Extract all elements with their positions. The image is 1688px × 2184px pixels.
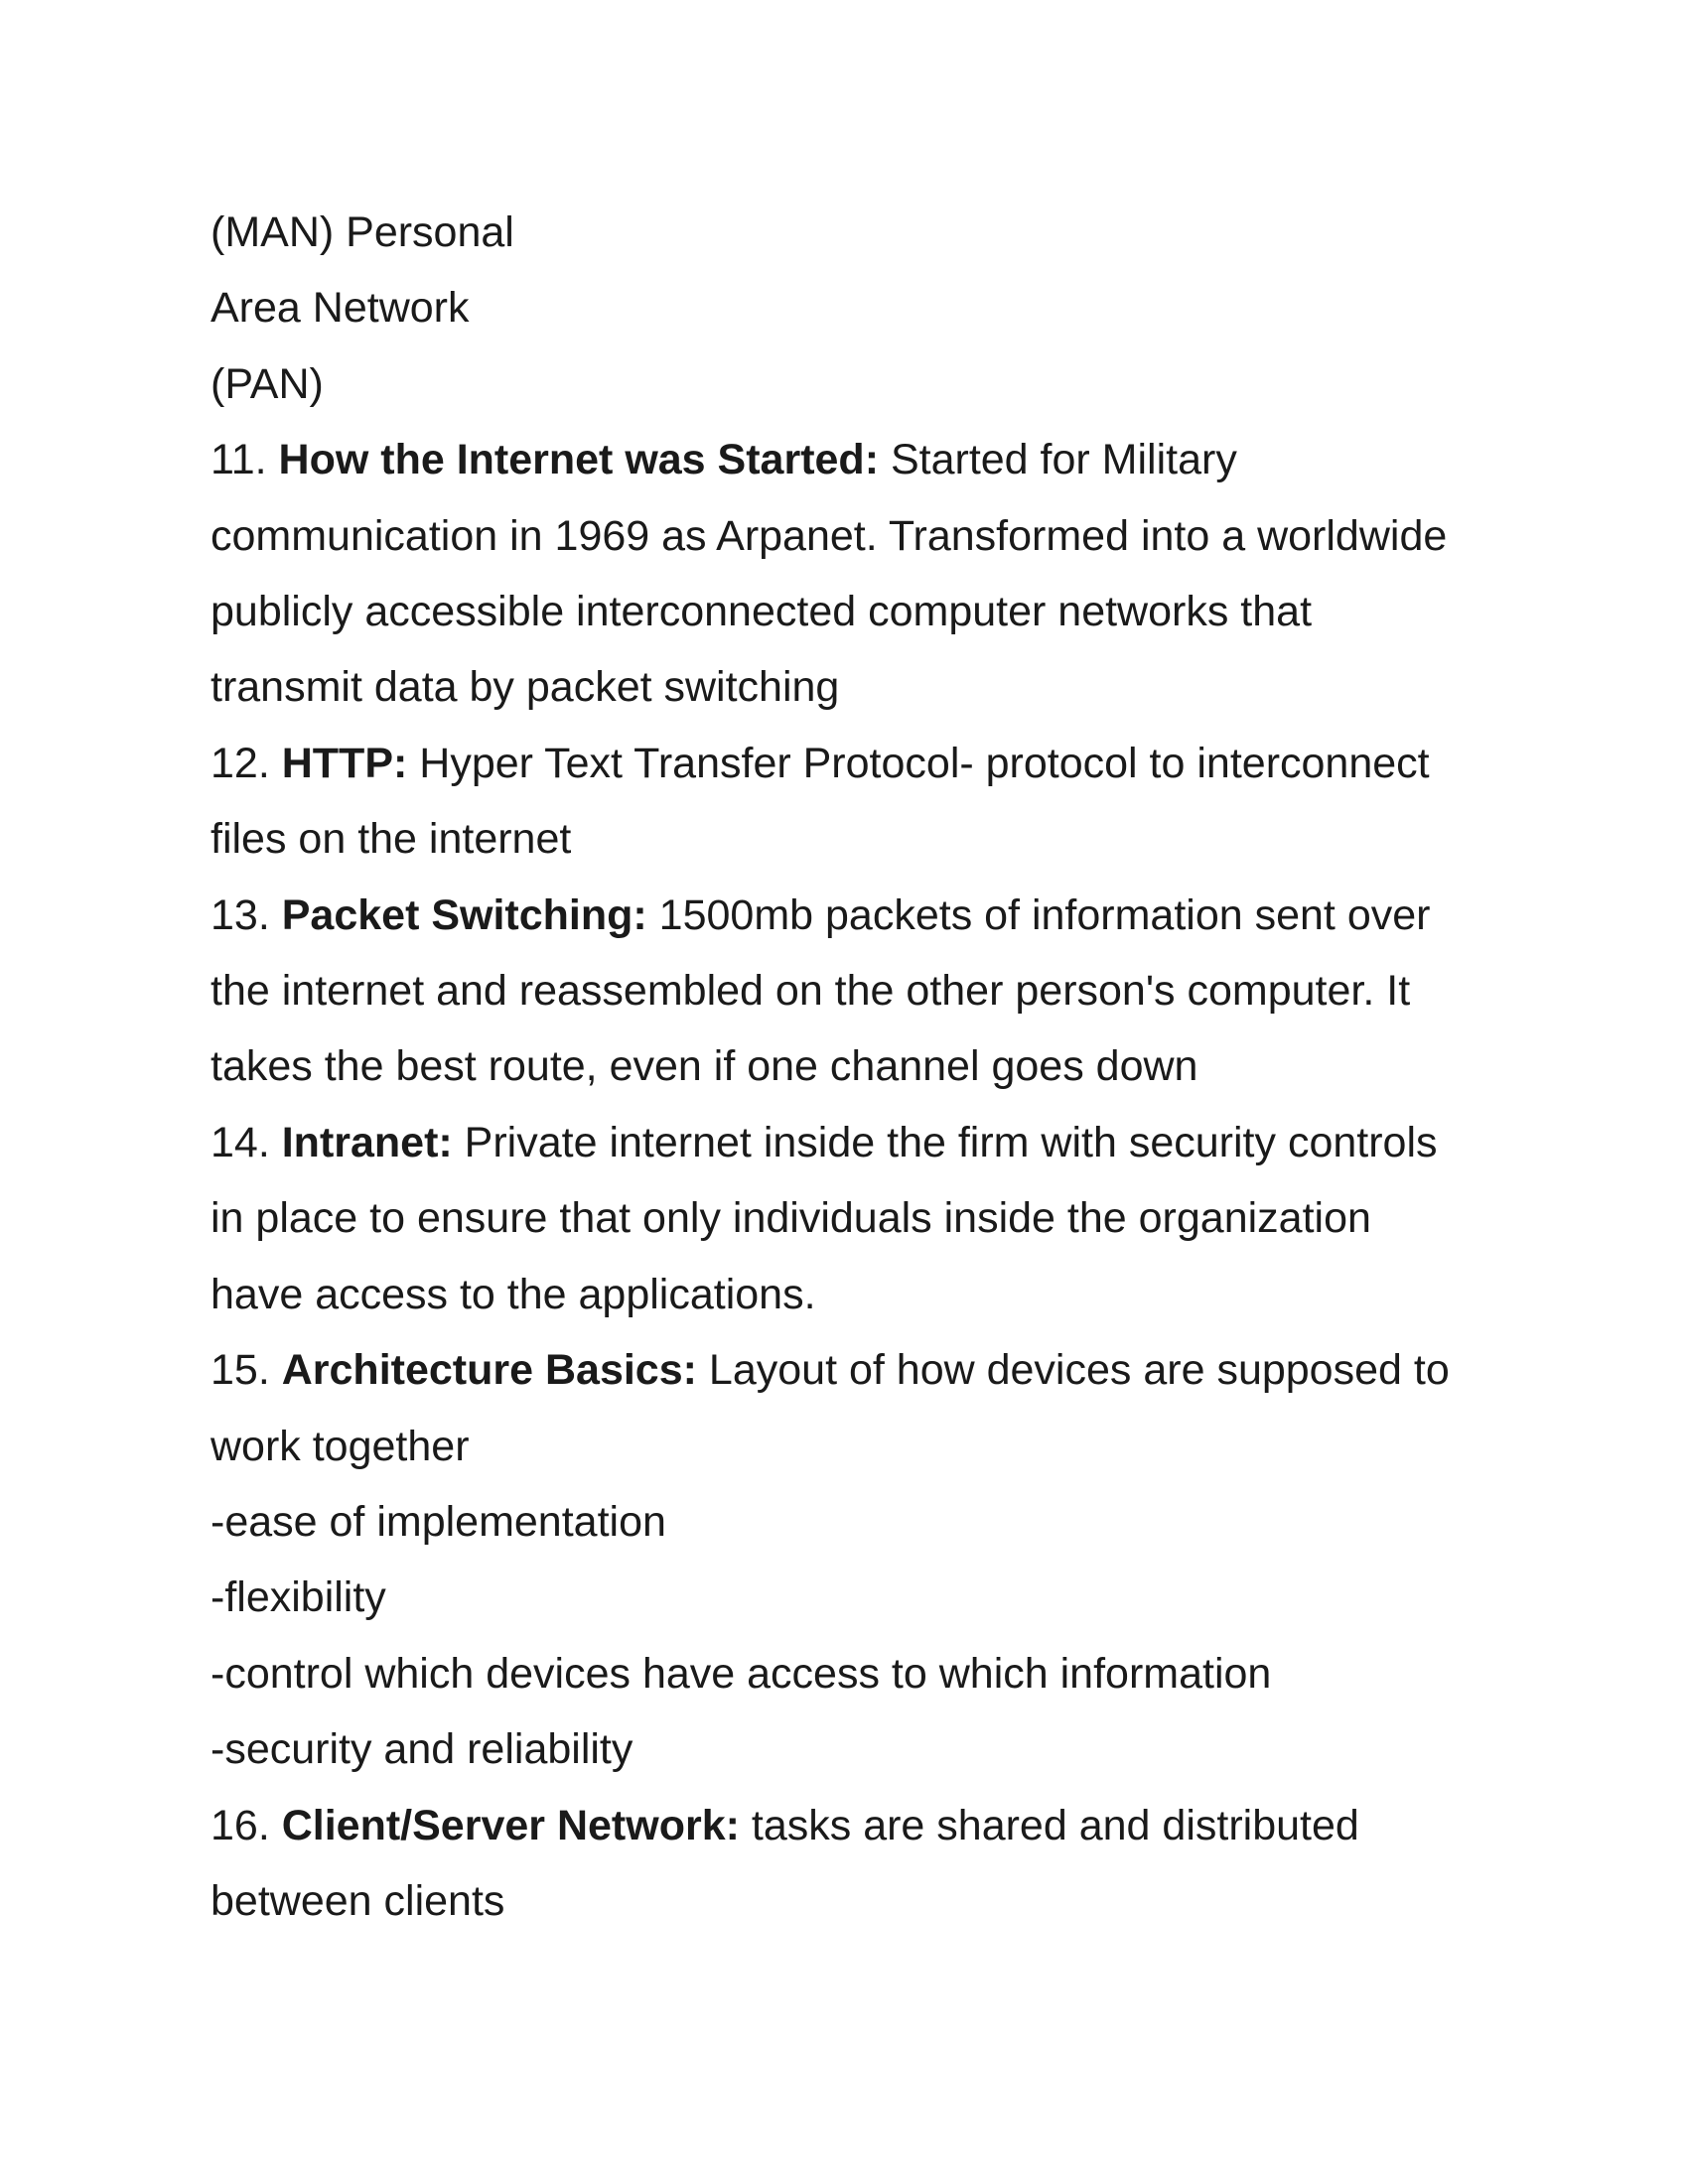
item-continuation: in place to ensure that only individuals inside the organization xyxy=(211,1194,1371,1243)
item-definition: tasks are shared and distributed xyxy=(739,1801,1359,1849)
item-definition: Hyper Text Transfer Protocol- protocol to interconnect xyxy=(407,739,1430,787)
item-term: Client/Server Network: xyxy=(281,1801,740,1849)
definition-item-12 xyxy=(211,726,1501,801)
definition-item-14 xyxy=(211,1105,1501,1180)
item-continuation: files on the internet xyxy=(211,815,572,864)
item-definition: Layout of how devices are supposed to xyxy=(696,1346,1450,1395)
item-term: Packet Switching: xyxy=(281,890,647,939)
item-definition: 1500mb packets of information sent over xyxy=(646,890,1431,939)
item-number: 12. xyxy=(211,739,282,787)
bullet-line: -ease of implementation xyxy=(211,1497,666,1546)
item-number: 11. xyxy=(211,436,279,484)
item-number: 13. xyxy=(211,890,282,939)
item-number: 14. xyxy=(211,1118,282,1166)
bullet-line: -control which devices have access to which information xyxy=(211,1649,1272,1698)
item-definition: Private internet inside the firm with security controls xyxy=(452,1118,1438,1166)
item-term: Intranet: xyxy=(281,1118,453,1166)
item-term: Architecture Basics: xyxy=(281,1346,697,1395)
item-continuation: publicly accessible interconnected computer networks that xyxy=(211,588,1313,636)
item-continuation: transmit data by packet switching xyxy=(211,663,840,712)
bullet-line: -security and reliability xyxy=(211,1725,633,1774)
intro-line: (PAN) xyxy=(211,359,324,408)
item-continuation: communication in 1969 as Arpanet. Transformed into a worldwide xyxy=(211,511,1448,560)
item-number: 16. xyxy=(211,1801,282,1849)
item-continuation: the internet and reassembled on the other person's computer. It xyxy=(211,967,1411,1016)
item-definition: Started for Military xyxy=(879,436,1237,484)
intro-line: Area Network xyxy=(211,284,470,333)
item-continuation: work together xyxy=(211,1422,470,1470)
definition-item-16 xyxy=(211,1788,1501,1863)
item-term: How the Internet was Started: xyxy=(278,436,880,484)
item-continuation: between clients xyxy=(211,1876,505,1925)
definition-item-13 xyxy=(211,878,1501,953)
document-page xyxy=(211,195,1501,1939)
definition-item-15 xyxy=(211,1332,1501,1408)
bullet-line: -flexibility xyxy=(211,1573,386,1622)
item-continuation: have access to the applications. xyxy=(211,1270,816,1318)
item-term: HTTP: xyxy=(281,739,408,787)
definition-item-11 xyxy=(211,422,1501,497)
item-continuation: takes the best route, even if one channel goes down xyxy=(211,1042,1198,1091)
item-number: 15. xyxy=(211,1346,282,1395)
intro-line: (MAN) Personal xyxy=(211,208,514,256)
